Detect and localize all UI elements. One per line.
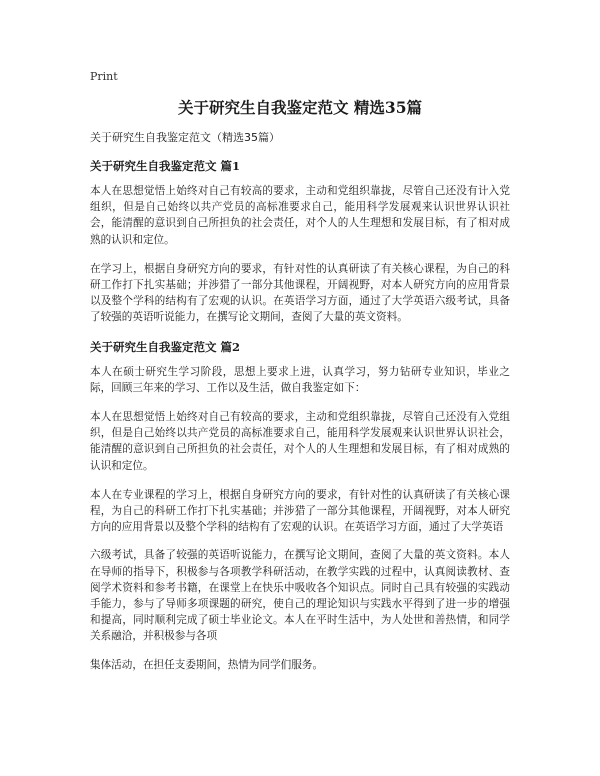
paragraph: 本人在硕士研究生学习阶段，思想上要求上进，认真学习，努力钻研专业知识，毕业之际，回顾三年来的学习、工作以及生活，做自我鉴定如下： (90, 365, 510, 394)
paragraph: 集体活动，在担任支委期间，热情为同学们服务。 (90, 658, 324, 671)
section-1 (90, 158, 510, 326)
section-heading: 关于研究生自我鉴定范文 篇2 (90, 339, 241, 354)
section-2 (90, 339, 510, 673)
paragraph: 六级考试，具备了较强的英语听说能力，在撰写论文期间，查阅了大量的英文资料。本人在导师的指导下，积极参与各项教学科研活动，在教学实践的过程中，认真阅读教材、查阅学术资料和参考书籍，在课堂上在快乐中吸收各个知识点。同时自己具有较强的实践动手能力，参与了导师多项课题的研究，使自己的理论知识与实践水平得到了进一步的增强和提高，同时顺利完成了硕士毕业论文。本人在平时生活中，为人处世和善热情，和同学关系融洽，并积极参与各项 (90, 549, 510, 643)
document-title: 关于研究生自我鉴定范文 精选35篇 (178, 98, 422, 117)
paragraph: 在学习上，根据自身研究方向的要求，有针对性的认真研读了有关核心课程，为自己的科研工作打下扎实基础；并涉猎了一部分其他课程，开阔视野，对本人研究方向的应用背景以及整个学科的结构有了宏观的认识。在英语学习方面，通过了大学英语六级考试，具备了较强的英语听说能力，在撰写论文期间，查阅了大量的英文资料。 (90, 262, 510, 324)
print-label: Print (90, 70, 118, 83)
document-subtitle: 关于研究生自我鉴定范文（精选35篇） (90, 131, 280, 144)
paragraph: 本人在思想觉悟上始终对自己有较高的要求，主动和党组织靠拢，尽管自己还没有计入党组织，但是自己始终以共产党员的高标准要求自己，能用科学发展观来认识世界认识社会，能清醒的意识到自己所担负的社会责任，对个人的人生理想和发展目标，有了相对成熟的认识和定位。 (90, 185, 510, 246)
paragraph: 本人在专业课程的学习上，根据自身研究方向的要求，有针对性的认真研读了有关核心课程，为自己的科研工作打下扎实基础；并涉猎了一部分其他课程，开阔视野，对本人研究方向的应用背景以及整个学科的结构有了宏观的认识。在英语学习方面，通过了大学英语 (90, 488, 510, 534)
section-heading: 关于研究生自我鉴定范文 篇1 (90, 159, 241, 173)
paragraph: 本人在思想觉悟上始终对自己有较高的要求，主动和党组织靠拢，尽管自己还没有入党组织，但是自己始终以共产党员的高标准要求自己，能用科学发展观来认识世界认识社会，能清醒的意识到自己所担负的社会责任，对个人的人生理想和发展目标，有了相对成熟的认识和定位。 (90, 411, 510, 472)
